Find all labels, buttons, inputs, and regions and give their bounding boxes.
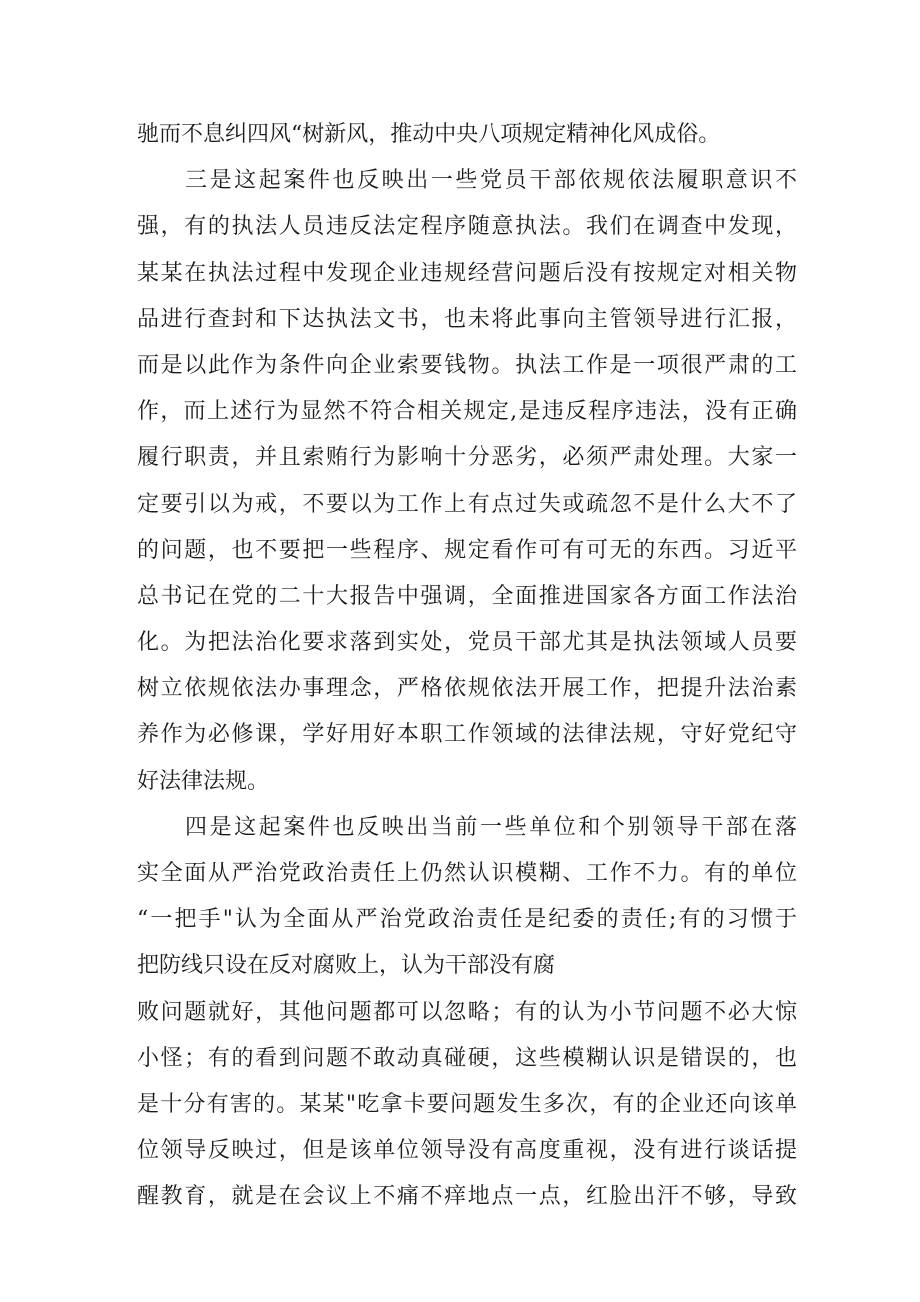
- text-line: 醒教育，就是在会议上不痛不痒地点一点，红脸出汗不够，导致: [137, 1184, 797, 1210]
- text-line: 把防线只设在反对腐败上，认为干部没有腐: [137, 953, 556, 979]
- text-line: 三是这起案件也反映出一些党员干部依规依法履职意识不: [185, 168, 797, 194]
- text-line: 履行职责，并且索贿行为影响十分恶劣，必须严肃处理。大家一: [137, 445, 797, 471]
- text-line: 作，而上述行为显然不符合相关规定,是违反程序违法，没有正确: [137, 399, 797, 425]
- text-line: 位领导反映过，但是该单位领导没有高度重视，没有进行谈话提: [137, 1138, 797, 1164]
- text-line: 品进行查封和下达执法文书，也未将此事向主管领导进行汇报，: [137, 306, 797, 332]
- text-line: 化。为把法治化要求落到实处，党员干部尤其是执法领域人员要: [137, 630, 797, 656]
- text-line: 好法律法规。: [137, 768, 270, 794]
- text-line: 实全面从严治党政治责任上仍然认识模糊、工作不力。有的单位: [137, 861, 797, 886]
- text-line: 四是这起案件也反映出当前一些单位和个别领导干部在落: [185, 814, 797, 840]
- text-line: 强，有的执法人员违反法定程序随意执法。我们在调查中发现，: [137, 214, 797, 240]
- text-line: 而是以此作为条件向企业索要钱物。执法工作是一项很严肃的工: [137, 352, 797, 378]
- text-line: “一把手"认为全面从严治党政治责任是纪委的责任;有的习惯于: [137, 907, 797, 933]
- text-line: 小怪；有的看到问题不敢动真碰硬，这些模糊认识是错误的，也: [137, 1045, 797, 1071]
- text-line: 养作为必修课，学好用好本职工作领域的法律法规，守好党纪守: [137, 722, 797, 748]
- text-line: 某某在执法过程中发现企业违规经营问题后没有按规定对相关物: [137, 260, 797, 286]
- text-line: 败问题就好，其他问题都可以忽略；有的认为小节问题不必大惊: [137, 999, 797, 1025]
- text-line: 定要引以为戒，不要以为工作上有点过失或疏忽不是什么大不了: [137, 491, 797, 517]
- text-line: 的问题，也不要把一些程序、规定看作可有可无的东西。习近平: [137, 537, 797, 563]
- text-line: 树立依规依法办事理念，严格依规依法开展工作，把提升法治素: [137, 676, 797, 702]
- text-line: 是十分有害的。某某"吃拿卡要问题发生多次，有的企业还向该单: [137, 1091, 797, 1117]
- text-line: 总书记在党的二十大报告中强调，全面推进国家各方面工作法治: [137, 583, 797, 609]
- text-line: 驰而不息纠四风“树新风，推动中央八项规定精神化风成俗。: [137, 122, 721, 147]
- document-body: [137, 112, 797, 1221]
